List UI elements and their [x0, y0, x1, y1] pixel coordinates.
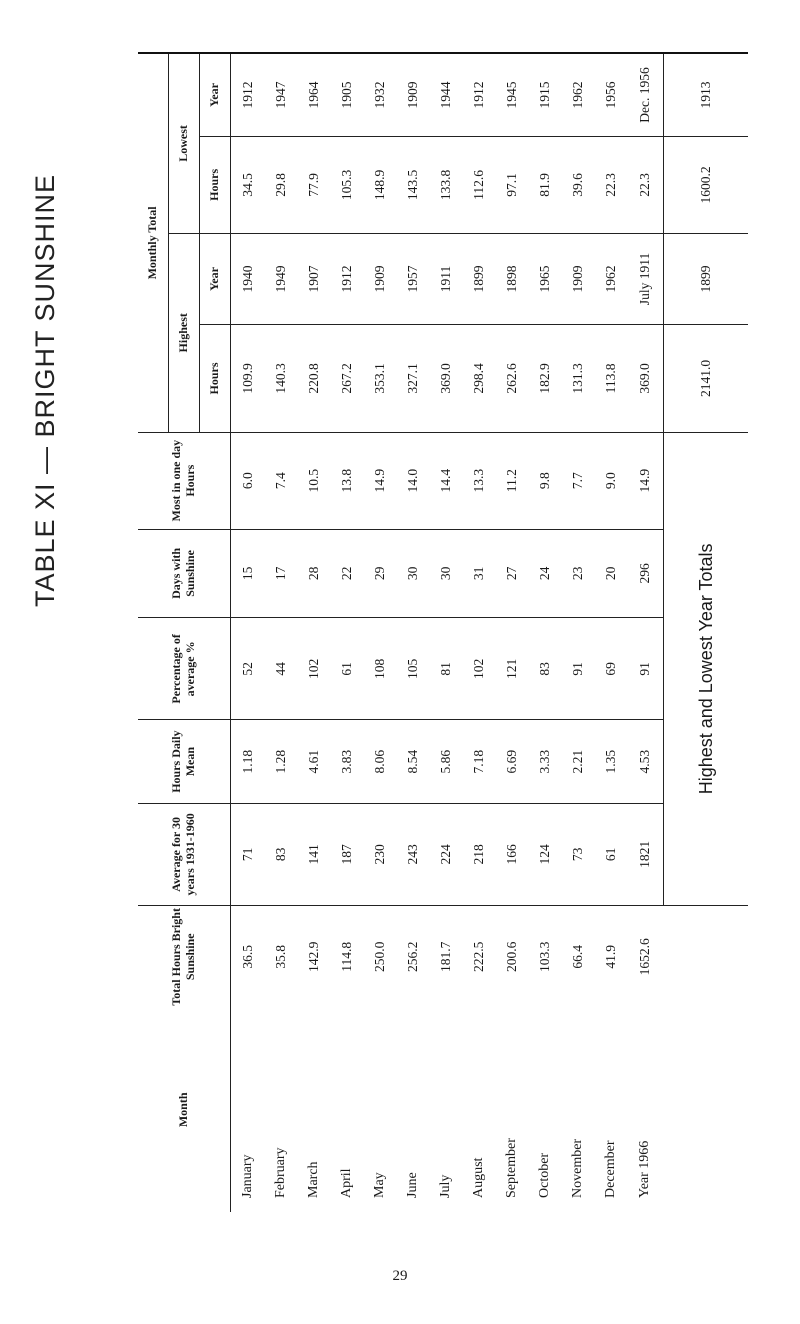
header-monthly-total: Monthly Total: [138, 53, 169, 432]
average-cell: 124: [528, 803, 561, 905]
low-year-cell: 1932: [363, 53, 396, 136]
table-row-august: [462, 53, 495, 1212]
high-year-cell: 1898: [495, 233, 528, 324]
high-hours-cell: 131.3: [561, 325, 594, 433]
header-most: Most in one day Hours: [138, 432, 231, 529]
days-cell: 24: [528, 529, 561, 618]
header-high-hours: Hours: [200, 325, 231, 433]
totals-blank: [664, 905, 749, 1212]
low-year-cell: 1915: [528, 53, 561, 136]
low-hours-cell: 148.9: [363, 136, 396, 233]
most-cell: 9.0: [594, 432, 627, 529]
percentage-cell: 69: [594, 618, 627, 720]
page-number: 29: [392, 1268, 408, 1284]
low-hours-cell: 34.5: [231, 136, 265, 233]
high-hours-cell: 262.6: [495, 325, 528, 433]
low-year-cell: 1945: [495, 53, 528, 136]
days-cell: 31: [462, 529, 495, 618]
days-cell: 20: [594, 529, 627, 618]
most-cell: 6.0: [231, 432, 265, 529]
low-hours-cell: 133.8: [429, 136, 462, 233]
percentage-cell: 102: [462, 618, 495, 720]
percentage-cell: 108: [363, 618, 396, 720]
most-cell: 7.4: [264, 432, 297, 529]
average-cell: 218: [462, 803, 495, 905]
days-cell: 17: [264, 529, 297, 618]
low-hours-cell: 29.8: [264, 136, 297, 233]
days-cell: 30: [429, 529, 462, 618]
total-high-hours-cell: 2141.0: [664, 325, 749, 433]
table-area: [138, 52, 716, 1212]
month-label: January: [239, 1154, 255, 1198]
table-row-april: [330, 53, 363, 1212]
high-hours-cell: 220.8: [297, 325, 330, 433]
low-year-cell: 1905: [330, 53, 363, 136]
high-year-cell: 1962: [594, 233, 627, 324]
header-low-year: Year: [200, 53, 231, 136]
average-cell: 141: [297, 803, 330, 905]
page-title: TABLE XI — BRIGHT SUNSHINE: [30, 173, 61, 607]
low-hours-cell: 105.3: [330, 136, 363, 233]
most-cell: 10.5: [297, 432, 330, 529]
high-hours-cell: 267.2: [330, 325, 363, 433]
daily-mean-cell: 3.33: [528, 720, 561, 803]
low-hours-cell: 77.9: [297, 136, 330, 233]
rotated-table-frame: [138, 52, 716, 1212]
high-hours-cell: 113.8: [594, 325, 627, 433]
month-label: November: [569, 1138, 585, 1198]
days-cell: 30: [396, 529, 429, 618]
year-low-year-cell: Dec. 1956: [627, 53, 664, 136]
daily-mean-cell: 2.21: [561, 720, 594, 803]
table-row-october: [528, 53, 561, 1212]
total-hours-cell: 250.0: [371, 941, 387, 972]
percentage-cell: 91: [561, 618, 594, 720]
total-hours-cell: 256.2: [404, 941, 420, 972]
month-label: October: [536, 1152, 552, 1198]
table-row-november: [561, 53, 594, 1212]
month-label: August: [470, 1157, 486, 1198]
high-year-cell: 1911: [429, 233, 462, 324]
most-cell: 14.9: [363, 432, 396, 529]
low-year-cell: 1947: [264, 53, 297, 136]
high-year-cell: 1949: [264, 233, 297, 324]
percentage-cell: 81: [429, 618, 462, 720]
percentage-cell: 105: [396, 618, 429, 720]
percentage-cell: 102: [297, 618, 330, 720]
month-label: May: [371, 1172, 387, 1198]
average-cell: 83: [264, 803, 297, 905]
header-percentage: Percentage of average %: [138, 618, 231, 720]
year-high-hours-cell: 369.0: [627, 325, 664, 433]
most-cell: 7.7: [561, 432, 594, 529]
total-hours-cell: 35.8: [272, 945, 288, 969]
year-high-year-cell: July 1911: [627, 233, 664, 324]
average-cell: 230: [363, 803, 396, 905]
daily-mean-cell: 7.18: [462, 720, 495, 803]
total-hours-cell: 66.4: [569, 945, 585, 969]
year-most-cell: 14.9: [627, 432, 664, 529]
total-low-hours-cell: 1600.2: [664, 136, 749, 233]
header-highest: Highest: [169, 233, 200, 432]
header-lowest: Lowest: [169, 53, 200, 233]
low-year-cell: 1912: [231, 53, 265, 136]
year-total-cell: 1652.6: [637, 938, 653, 976]
daily-mean-cell: 1.18: [231, 720, 265, 803]
header-total: Total Hours Bright Sunshine: [138, 905, 231, 1007]
percentage-cell: 44: [264, 618, 297, 720]
most-cell: 13.8: [330, 432, 363, 529]
side-title-wrap: [18, 70, 74, 710]
total-low-year-cell: 1913: [664, 53, 749, 136]
low-hours-cell: 112.6: [462, 136, 495, 233]
percentage-cell: 61: [330, 618, 363, 720]
year-daily-mean-cell: 4.53: [627, 720, 664, 803]
total-hours-cell: 222.5: [470, 941, 486, 972]
table-row-december: [594, 53, 627, 1212]
most-cell: 13.3: [462, 432, 495, 529]
high-hours-cell: 140.3: [264, 325, 297, 433]
most-cell: 11.2: [495, 432, 528, 529]
table-row-march: [297, 53, 330, 1212]
header-low-hours: Hours: [200, 136, 231, 233]
table-row-june: [396, 53, 429, 1212]
table-row-year: [627, 53, 664, 1212]
high-year-cell: 1912: [330, 233, 363, 324]
low-hours-cell: 143.5: [396, 136, 429, 233]
daily-mean-cell: 4.61: [297, 720, 330, 803]
total-hours-cell: 103.3: [536, 941, 552, 972]
most-cell: 9.8: [528, 432, 561, 529]
footer-label: Highest and Lowest Year Totals: [664, 432, 749, 905]
low-year-cell: 1956: [594, 53, 627, 136]
most-cell: 14.0: [396, 432, 429, 529]
days-cell: 22: [330, 529, 363, 618]
most-cell: 14.4: [429, 432, 462, 529]
year-days-cell: 296: [627, 529, 664, 618]
high-year-cell: 1909: [363, 233, 396, 324]
days-cell: 15: [231, 529, 265, 618]
low-hours-cell: 81.9: [528, 136, 561, 233]
high-year-cell: 1899: [462, 233, 495, 324]
daily-mean-cell: 1.35: [594, 720, 627, 803]
year-label: Year 1966: [637, 1140, 653, 1198]
high-hours-cell: 109.9: [231, 325, 265, 433]
table-row-may: [363, 53, 396, 1212]
percentage-cell: 121: [495, 618, 528, 720]
high-year-cell: 1909: [561, 233, 594, 324]
total-hours-cell: 142.9: [305, 941, 321, 972]
year-low-hours-cell: 22.3: [627, 136, 664, 233]
average-cell: 61: [594, 803, 627, 905]
average-cell: 71: [231, 803, 265, 905]
days-cell: 27: [495, 529, 528, 618]
total-high-year-cell: 1899: [664, 233, 749, 324]
low-year-cell: 1944: [429, 53, 462, 136]
days-cell: 23: [561, 529, 594, 618]
table-row-january: [231, 53, 265, 1212]
days-cell: 28: [297, 529, 330, 618]
header-days: Days with Sunshine: [138, 529, 231, 618]
year-percentage-cell: 91: [627, 618, 664, 720]
low-year-cell: 1964: [297, 53, 330, 136]
daily-mean-cell: 6.69: [495, 720, 528, 803]
average-cell: 73: [561, 803, 594, 905]
days-cell: 29: [363, 529, 396, 618]
month-label: July: [437, 1174, 453, 1198]
high-hours-cell: 327.1: [396, 325, 429, 433]
total-hours-cell: 200.6: [503, 941, 519, 972]
header-average: Average for 30 years 1931-1960: [138, 803, 231, 905]
high-hours-cell: 369.0: [429, 325, 462, 433]
month-label: September: [503, 1138, 519, 1198]
total-hours-cell: 41.9: [602, 945, 618, 969]
low-year-cell: 1909: [396, 53, 429, 136]
high-year-cell: 1940: [231, 233, 265, 324]
month-label: December: [602, 1140, 618, 1198]
month-label: June: [404, 1172, 420, 1198]
daily-mean-cell: 1.28: [264, 720, 297, 803]
year-average-cell: 1821: [627, 803, 664, 905]
daily-mean-cell: 5.86: [429, 720, 462, 803]
average-cell: 224: [429, 803, 462, 905]
high-year-cell: 1965: [528, 233, 561, 324]
table-row-february: [264, 53, 297, 1212]
total-hours-cell: 181.7: [437, 941, 453, 972]
low-hours-cell: 39.6: [561, 136, 594, 233]
header-month: Month: [138, 1008, 231, 1212]
percentage-cell: 83: [528, 618, 561, 720]
low-year-cell: 1962: [561, 53, 594, 136]
average-cell: 243: [396, 803, 429, 905]
high-year-cell: 1957: [396, 233, 429, 324]
low-hours-cell: 97.1: [495, 136, 528, 233]
sunshine-table: [138, 52, 748, 1212]
total-hours-cell: 114.8: [338, 941, 354, 972]
high-hours-cell: 182.9: [528, 325, 561, 433]
table-row-july: [429, 53, 462, 1212]
high-hours-cell: 298.4: [462, 325, 495, 433]
low-year-cell: 1912: [462, 53, 495, 136]
low-hours-cell: 22.3: [594, 136, 627, 233]
month-label: February: [272, 1147, 288, 1198]
high-hours-cell: 353.1: [363, 325, 396, 433]
header-daily-mean: Hours Daily Mean: [138, 720, 231, 803]
table-row-totals: [664, 53, 749, 1212]
month-label: March: [305, 1161, 321, 1198]
daily-mean-cell: 8.06: [363, 720, 396, 803]
table-row-september: [495, 53, 528, 1212]
month-label: April: [338, 1168, 354, 1198]
daily-mean-cell: 3.83: [330, 720, 363, 803]
header-high-year: Year: [200, 233, 231, 324]
high-year-cell: 1907: [297, 233, 330, 324]
total-hours-cell: 36.5: [239, 945, 255, 969]
percentage-cell: 52: [231, 618, 265, 720]
average-cell: 187: [330, 803, 363, 905]
daily-mean-cell: 8.54: [396, 720, 429, 803]
average-cell: 166: [495, 803, 528, 905]
